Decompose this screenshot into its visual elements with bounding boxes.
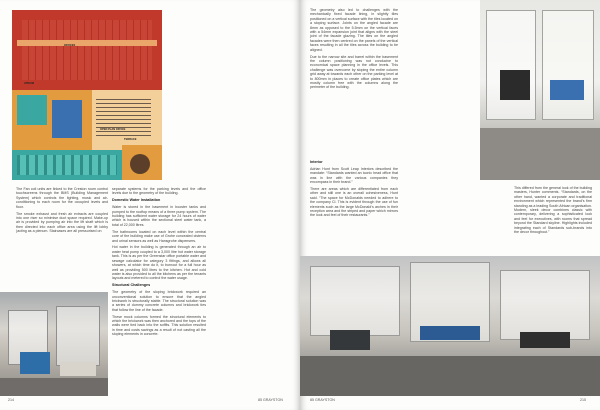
office-lounge-photo [0,292,108,396]
plan-label-atrium: ATRIUM [24,82,34,85]
page-number: 215 [580,398,586,402]
body-paragraph: Hot water in the building is generated through an air to water heat pump coupled to a 3,000 litre hot water storage tank. This is as per the Greenstar office portable water and sewage calculator for category 3 fittings, and allows all showers, at which time do it, to burnout for a full hour as well as providing 500 litres to the kitchen. Hot and cold water is also provided to all the kitchens as per the tenants layouts and metered to control the water usage. [112,245,206,281]
body-paragraph: separate systems for the parking levels and the office levels due to the geometry of the building. [112,187,206,196]
body-paragraph: The Fan coil units are linked to the Creston room control touchscreens through the BMS (Building Management System) which controls the lighting, music and air-conditioning to each room for the occupied levels and floor. [16,187,108,209]
body-paragraph: Due to the narrow site and barrel within the basement the column positioning was not conducive to economical space planning in the office levels. This challenge was overcome by sloping the entire column grid away at towards each other on the parking level at to 800mm in places to create office plates which are mostly column free with the columns along the perimeter of the building. [310,54,398,90]
left-column-1 [16,187,108,236]
section-heading-interior: Interior [310,160,323,164]
body-paragraph: These mock columns formed the structural elements to which the brickwork was then anchored and the tops of the walls were tied back into the soffits. This solution resulted in time and costs savings as a result of not casting all the sloping elements in concrete. [112,314,206,337]
floor-plan [12,10,162,180]
plan-label-open-plan-office: OPEN PLAN OFFICE [100,128,126,131]
plan-label-terrace: TERRACE [124,138,137,141]
body-paragraph: The geometry also led to challenges with the mechanically fixed facade lining, in slightly tiles positioned on a vertical surface with the tiles located on a sloping surface. Joints on the angled facade are 8mm as opposed to the 5.5mm on the vertical faces with a 54mm expansion joint that aligns with the steel joint of the facade glazing. The tiles on the angled facades were then centred on the panels of the vertical faces resulting in all the tiles across the building to be aligned. [310,8,398,52]
folio-title: 85 GRAYSTON [310,398,335,402]
page-number: 214 [8,398,14,402]
body-paragraph: There are areas which are differentiated from each other and still one is an overall cohesiveness, Hunt said. “The space for McDonalds needed to adhere to the company CI. This is evident through the use of fun elements such as the large McDonald’s arches in their reception area and the striped and paper which mirrors the look and feel of their restaurants.” [310,187,398,218]
section-heading-structural-challenges: Structural Challenges [112,283,151,288]
right-column-side [514,186,592,237]
open-office-photo [300,256,600,396]
right-column-top [310,8,398,92]
glass-partition-photo [480,0,600,180]
right-column-interior [310,160,398,220]
left-column-2 [112,187,206,339]
section-heading-domestic-water: Domestic Water Installation [112,198,161,203]
body-paragraph: The bathrooms located on each level within the central core of the building make use of Grohe concealed cisterns and urinal sensors as well as Hansgrohe dispensers. [112,229,206,243]
right-page [300,0,600,410]
body-paragraph: This differed from the general look of the building masters, Hunter comments. “Standards, on the other hand, wanted a corporate and traditional environment which represented the brand’s firm standing as a leading South African organisation. Modern, sleek decor combines classic with contemporary, delivering a sophisticated look and feel for executives, with rooms that spread beyond the Standard skyline. Highlights included integrating each of Standards sub-brands into the decor throughout.” [514,186,592,235]
body-paragraph: The smoke exhaust and fresh air extracts are coupled into one riser so minimise duct space required. Make-up air is provided by pumping air into the lift shaft which is then directed into each office area using the lift lobby (acting as a plenum. Staircases are all pressurised on [16,211,108,234]
folio-title: 85 GRAYSTON [258,398,283,402]
body-paragraph: Adrian Hunt from Scott Leap Interiors described the mandate: “Standards wanted an iconic head office that was in line with the various companies they encompass in their brand.” [310,166,398,185]
body-paragraph: The geometry of the sloping brickwork required an unconventional solution to ensure that the angled brickwork is structurally stable. The structural solution was a series of dummy concrete columns and brickwork ties that follow the line of the facade. [112,290,206,312]
plan-label-offices: OFFICES [64,44,76,47]
body-paragraph: Water is stored in the basement in booster tanks and pumped to the rooftop means of a three pump system. The building has sufficient water storage for 24 hours of water which is housed within the sectional steel water tank, a total of 22,000 litres. [112,205,206,227]
